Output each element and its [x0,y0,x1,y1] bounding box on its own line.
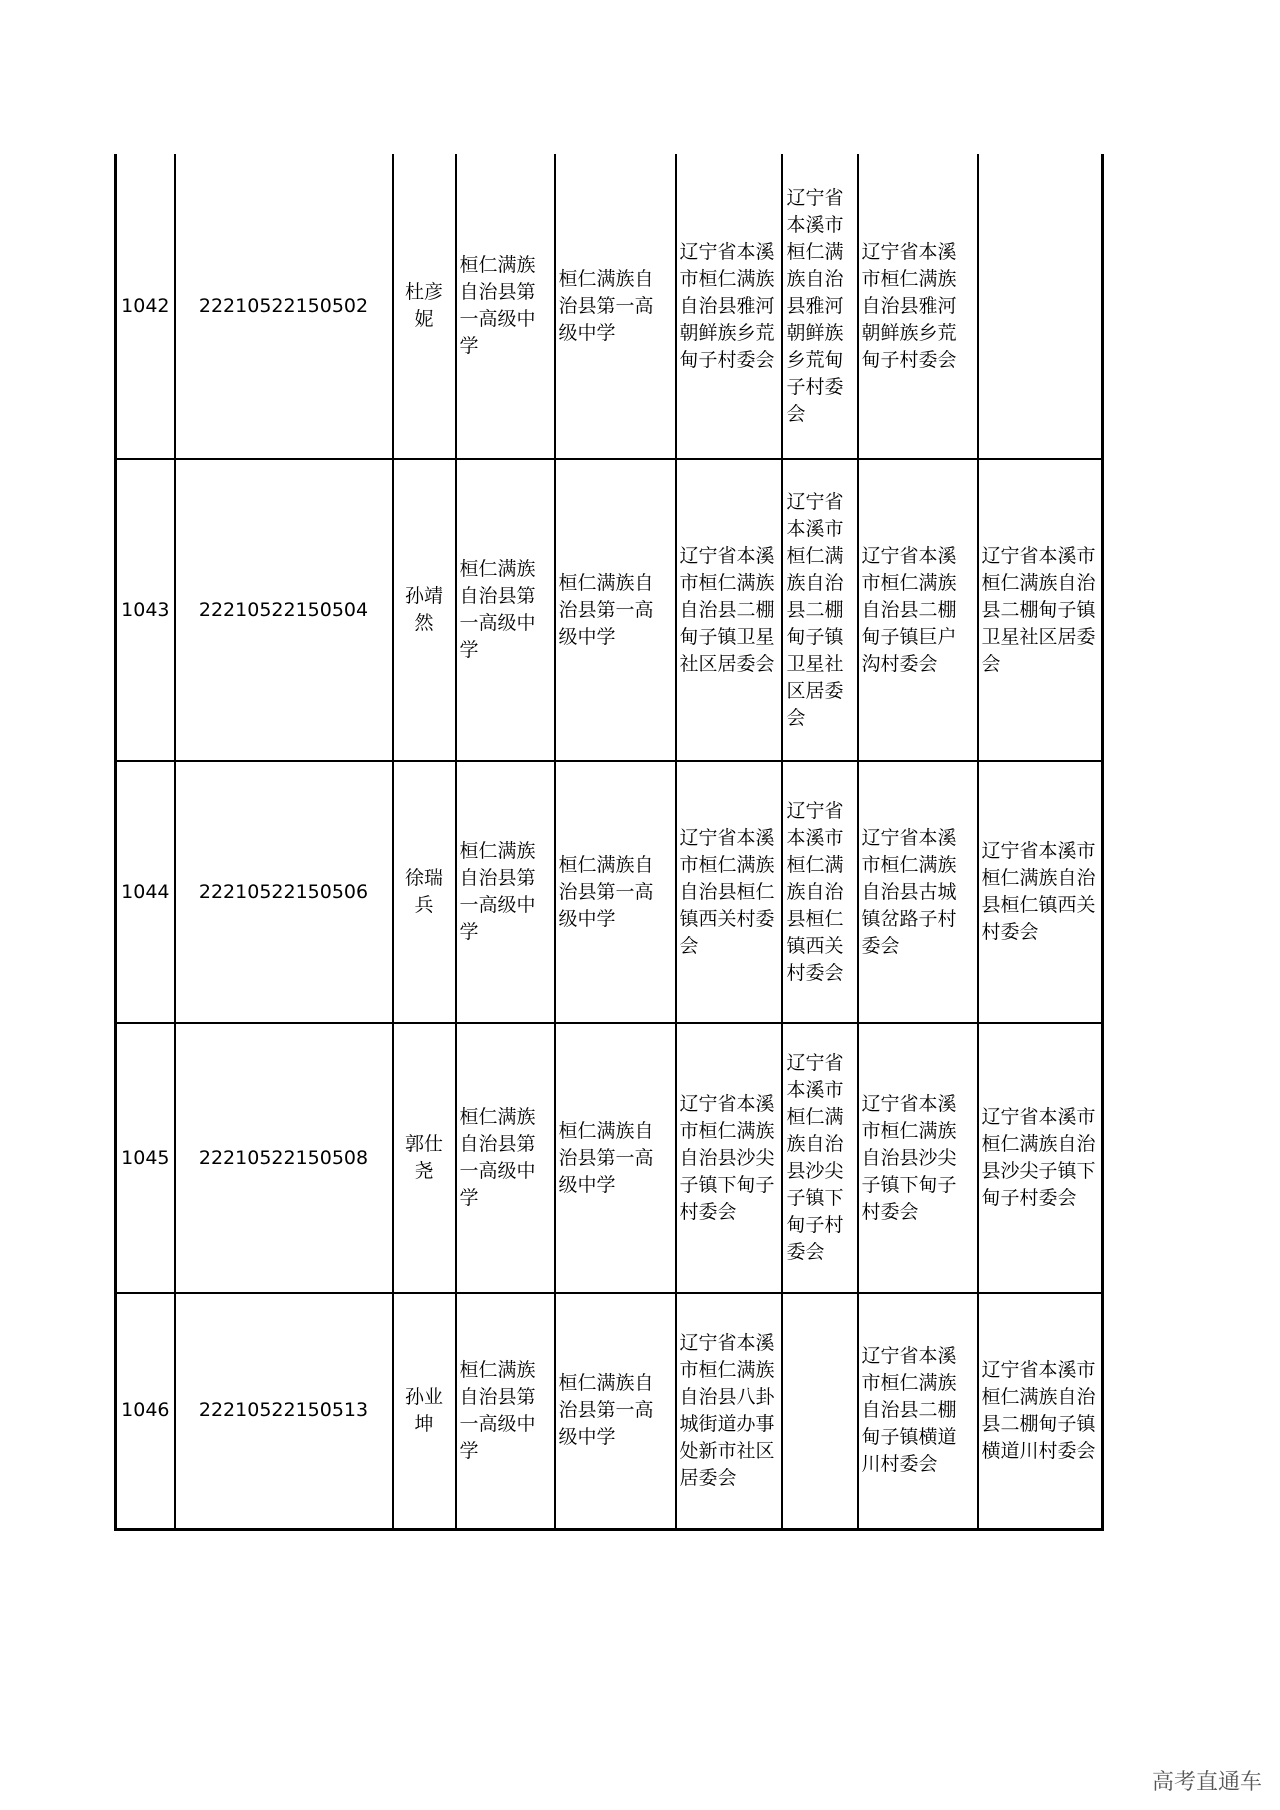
table-row [116,1023,1103,1293]
school-cell: 桓仁满族自治县第一高级中学 [555,154,676,459]
name-cell: 郭仕尧 [393,1023,456,1293]
address-cell: 辽宁省本溪市桓仁满族自治县沙尖子镇下甸子村委会 [782,1023,858,1293]
address-cell: 辽宁省本溪市桓仁满族自治县二棚甸子镇横道川村委会 [858,1293,978,1529]
address-cell: 辽宁省本溪市桓仁满族自治县沙尖子镇下甸子村委会 [676,1023,782,1293]
seq-cell: 1046 [116,1293,175,1529]
address-cell: 辽宁省本溪市桓仁满族自治县二棚甸子镇卫星社区居委会 [782,459,858,761]
address-cell: 辽宁省本溪市桓仁满族自治县桓仁镇西关村委会 [978,761,1103,1023]
address-cell: 辽宁省本溪市桓仁满族自治县雅河朝鲜族乡荒甸子村委会 [676,154,782,459]
id-cell: 22210522150508 [175,1023,393,1293]
school-cell: 桓仁满族自治县第一高级中学 [456,761,555,1023]
address-cell: 辽宁省本溪市桓仁满族自治县二棚甸子镇横道川村委会 [978,1293,1103,1529]
name-cell: 杜彦妮 [393,154,456,459]
name-cell: 徐瑞兵 [393,761,456,1023]
address-cell: 辽宁省本溪市桓仁满族自治县沙尖子镇下甸子村委会 [858,1023,978,1293]
address-cell: 辽宁省本溪市桓仁满族自治县二棚甸子镇巨户沟村委会 [858,459,978,761]
school-cell: 桓仁满族自治县第一高级中学 [555,1293,676,1529]
school-cell: 桓仁满族自治县第一高级中学 [555,761,676,1023]
school-cell: 桓仁满族自治县第一高级中学 [555,1023,676,1293]
records-table [114,154,1104,1531]
address-cell: 辽宁省本溪市桓仁满族自治县沙尖子镇下甸子村委会 [978,1023,1103,1293]
id-cell: 22210522150504 [175,459,393,761]
address-cell [782,1293,858,1529]
seq-cell: 1044 [116,761,175,1023]
table-row [116,154,1103,459]
id-cell: 22210522150513 [175,1293,393,1529]
address-cell: 辽宁省本溪市桓仁满族自治县雅河朝鲜族乡荒甸子村委会 [858,154,978,459]
school-cell: 桓仁满族自治县第一高级中学 [456,154,555,459]
address-cell: 辽宁省本溪市桓仁满族自治县桓仁镇西关村委会 [782,761,858,1023]
school-cell: 桓仁满族自治县第一高级中学 [456,1293,555,1529]
seq-cell: 1043 [116,459,175,761]
id-cell: 22210522150502 [175,154,393,459]
name-cell: 孙业坤 [393,1293,456,1529]
name-cell: 孙靖然 [393,459,456,761]
address-cell: 辽宁省本溪市桓仁满族自治县二棚甸子镇卫星社区居委会 [676,459,782,761]
table-row [116,761,1103,1023]
address-cell: 辽宁省本溪市桓仁满族自治县二棚甸子镇卫星社区居委会 [978,459,1103,761]
school-cell: 桓仁满族自治县第一高级中学 [456,1023,555,1293]
seq-cell: 1045 [116,1023,175,1293]
address-cell [978,154,1103,459]
school-cell: 桓仁满族自治县第一高级中学 [456,459,555,761]
seq-cell: 1042 [116,154,175,459]
address-cell: 辽宁省本溪市桓仁满族自治县古城镇岔路子村委会 [858,761,978,1023]
id-cell: 22210522150506 [175,761,393,1023]
address-cell: 辽宁省本溪市桓仁满族自治县八卦城街道办事处新市社区居委会 [676,1293,782,1529]
watermark: 高考直通车 [1151,1770,1262,1795]
table-row [116,459,1103,761]
address-cell: 辽宁省本溪市桓仁满族自治县雅河朝鲜族乡荒甸子村委会 [782,154,858,459]
address-cell: 辽宁省本溪市桓仁满族自治县桓仁镇西关村委会 [676,761,782,1023]
school-cell: 桓仁满族自治县第一高级中学 [555,459,676,761]
table-row [116,1293,1103,1529]
